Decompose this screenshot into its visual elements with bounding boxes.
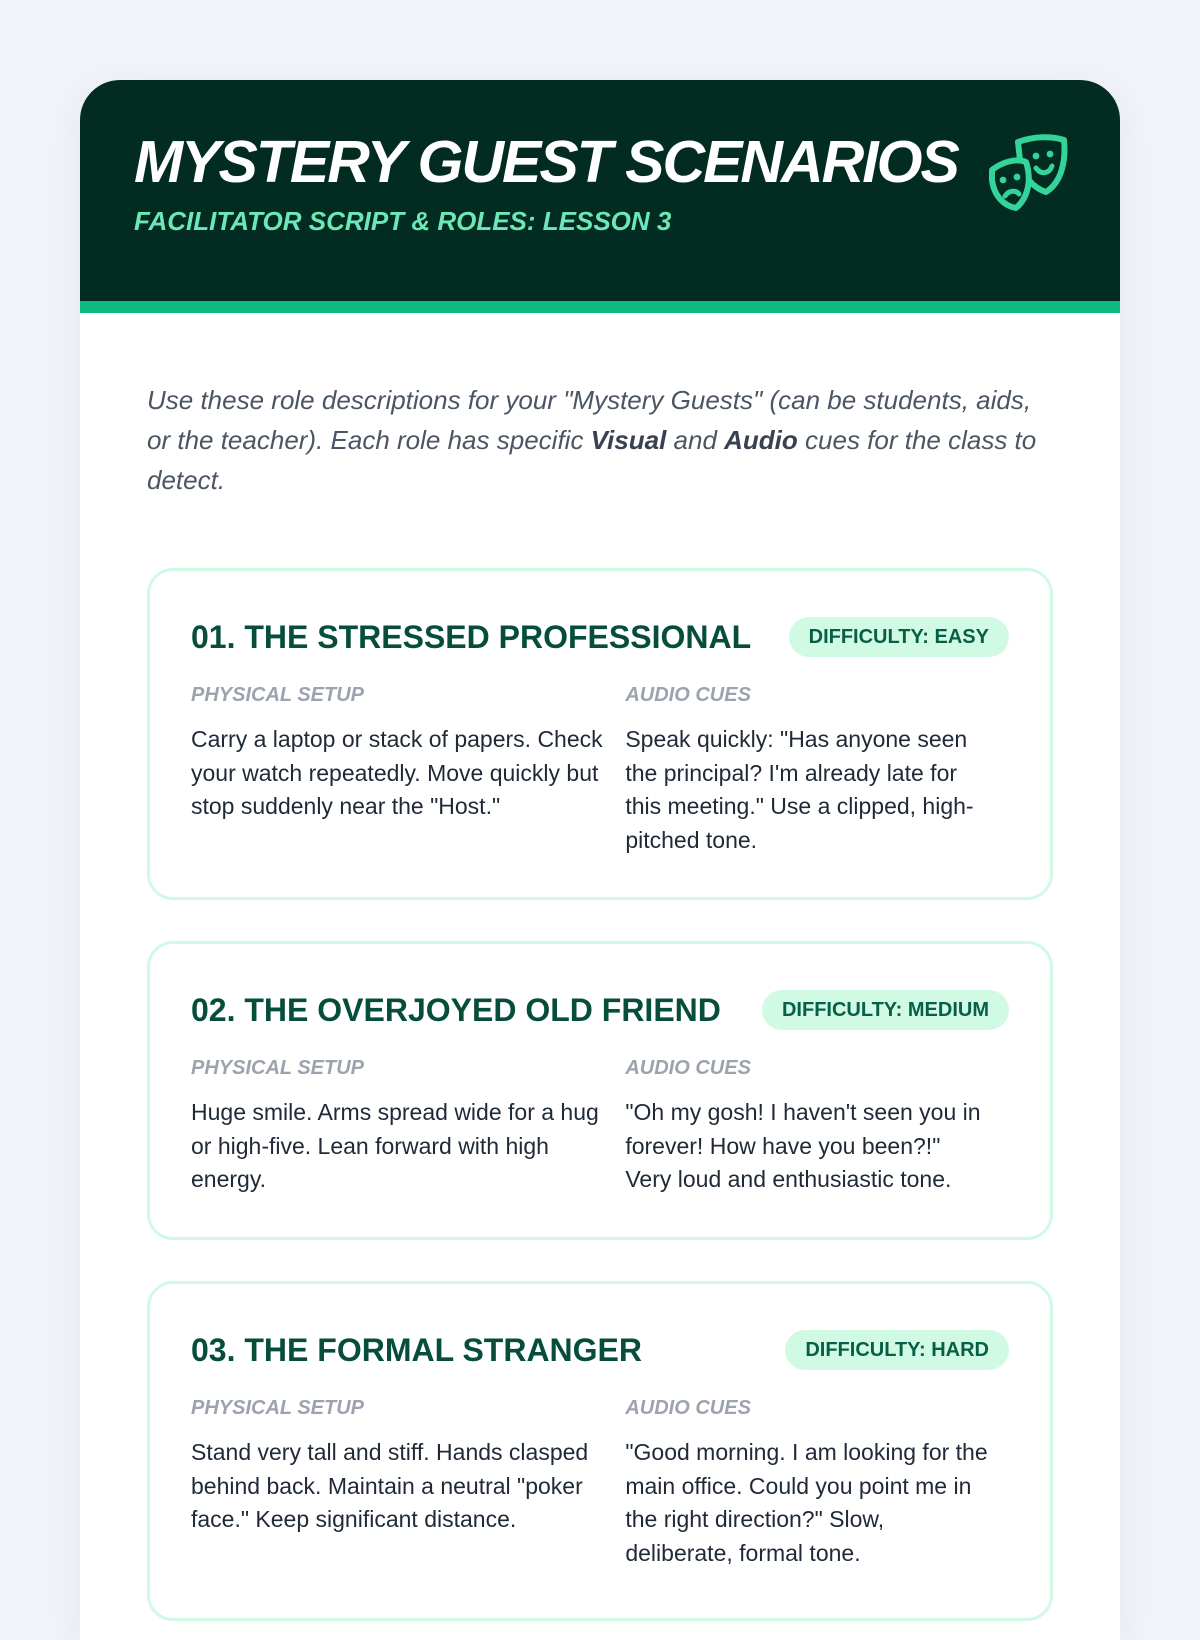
intro-text-end: cues for the class to detect. bbox=[147, 425, 1037, 495]
page-header bbox=[80, 80, 1120, 313]
audio-cues-text: "Oh my gosh! I haven't seen you in forever! How have you been?!" Very loud and enthusiastic tone. bbox=[625, 1099, 981, 1192]
difficulty-badge: DIFFICULTY: EASY bbox=[789, 617, 1009, 657]
difficulty-badge: DIFFICULTY: HARD bbox=[785, 1330, 1009, 1370]
scenario-title: 02. THE OVERJOYED OLD FRIEND bbox=[191, 992, 721, 1028]
worksheet-page bbox=[80, 80, 1120, 1640]
page-subtitle: FACILITATOR SCRIPT & ROLES: LESSON 3 bbox=[134, 206, 672, 236]
scenario-header bbox=[191, 988, 1009, 1032]
audio-cues-text: "Good morning. I am looking for the main office. Could you point me in the right direction?" Slow, deliberate, formal tone. bbox=[625, 1439, 988, 1566]
physical-setup-column bbox=[191, 683, 625, 857]
audio-cues-column bbox=[625, 683, 1009, 857]
physical-setup-text: Stand very tall and stiff. Hands clasped behind back. Maintain a neutral "poker face." Keep significant distance. bbox=[191, 1439, 589, 1532]
audio-cues-label: AUDIO CUES bbox=[625, 1397, 751, 1419]
scenario-columns bbox=[191, 1056, 1009, 1197]
intro-visual-word: Visual bbox=[590, 425, 667, 455]
scenario-title: 03. THE FORMAL STRANGER bbox=[191, 1332, 642, 1368]
physical-setup-text: Huge smile. Arms spread wide for a hug or high-five. Lean forward with high energy. bbox=[191, 1099, 599, 1192]
physical-setup-label: PHYSICAL SETUP bbox=[191, 684, 364, 706]
scenario-card-overjoyed-friend bbox=[147, 941, 1053, 1240]
physical-setup-label: PHYSICAL SETUP bbox=[191, 1397, 364, 1419]
scenario-title: 01. THE STRESSED PROFESSIONAL bbox=[191, 619, 752, 655]
scenario-card-formal-stranger bbox=[147, 1281, 1053, 1621]
physical-setup-column bbox=[191, 1396, 625, 1570]
physical-setup-label: PHYSICAL SETUP bbox=[191, 1057, 364, 1079]
audio-cues-text: Speak quickly: "Has anyone seen the principal? I'm already late for this meeting." Use a clipped, high-pitched tone. bbox=[625, 726, 974, 853]
scenario-header bbox=[191, 615, 1009, 659]
theater-masks-icon bbox=[986, 130, 1070, 214]
page-title: MYSTERY GUEST SCENARIOS bbox=[134, 129, 958, 195]
audio-cues-label: AUDIO CUES bbox=[625, 684, 751, 706]
intro-and-word: and bbox=[666, 425, 725, 455]
audio-cues-column bbox=[625, 1396, 1009, 1570]
intro-text-start: Use these role descriptions for your "Mystery Guests" (can be students, aids, or the teacher). Each role has specific bbox=[147, 385, 1032, 455]
physical-setup-text: Carry a laptop or stack of papers. Check your watch repeatedly. Move quickly but stop suddenly near the "Host." bbox=[191, 726, 603, 819]
difficulty-badge: DIFFICULTY: MEDIUM bbox=[762, 990, 1009, 1030]
scenario-columns bbox=[191, 1396, 1009, 1570]
audio-cues-column bbox=[625, 1056, 1009, 1197]
physical-setup-column bbox=[191, 1056, 625, 1197]
scenario-columns bbox=[191, 683, 1009, 857]
scenario-card-stressed-professional bbox=[147, 568, 1053, 900]
scenario-header bbox=[191, 1328, 1009, 1372]
audio-cues-label: AUDIO CUES bbox=[625, 1057, 751, 1079]
intro-audio-word: Audio bbox=[724, 425, 798, 455]
intro-paragraph bbox=[147, 380, 1047, 500]
